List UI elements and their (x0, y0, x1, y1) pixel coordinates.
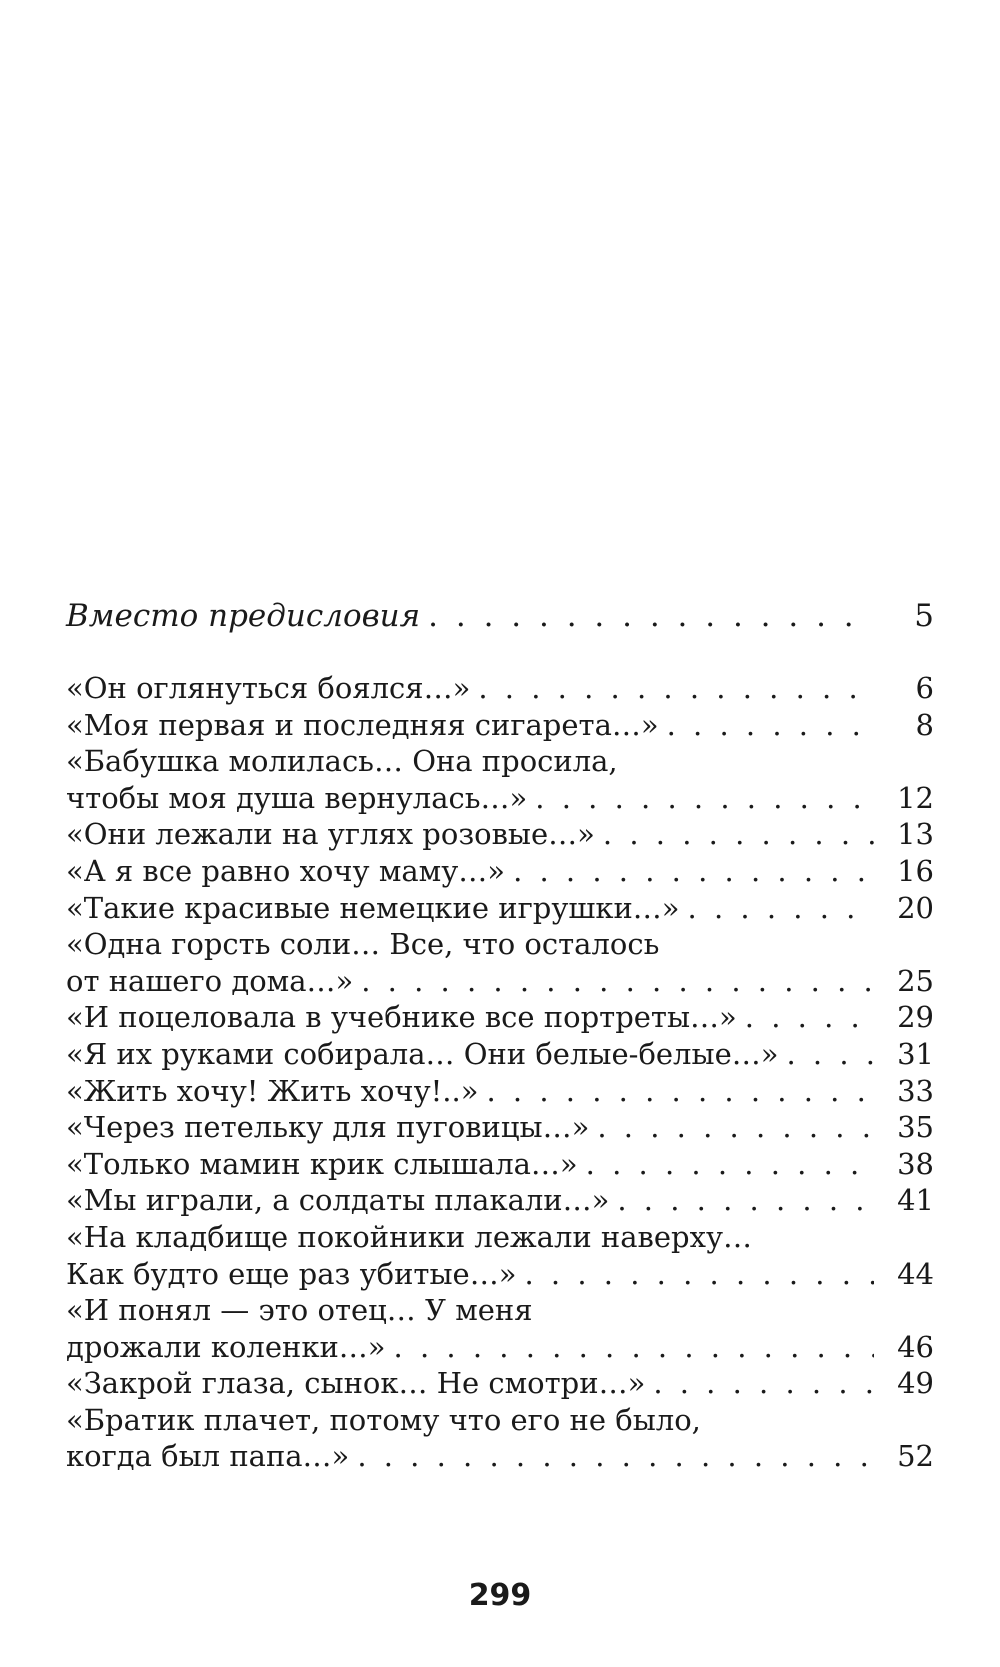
toc-entry (66, 890, 934, 927)
toc-entry (66, 1402, 934, 1475)
dot-leader (505, 853, 874, 890)
toc-entry (66, 1073, 934, 1110)
toc-entry-line (66, 780, 934, 817)
toc-entry-line (66, 707, 934, 744)
toc-entry-page-number: 52 (897, 1439, 934, 1474)
toc-entry-page-number: 46 (897, 1329, 934, 1364)
toc-entry-title: дрожали коленки…» (66, 1329, 386, 1364)
toc-entry-page-number: 12 (897, 780, 934, 815)
toc-entry-page-number: 6 (915, 671, 934, 705)
toc-entry (66, 743, 934, 816)
toc-entry-line (66, 1438, 934, 1475)
toc-entry-line (66, 816, 934, 853)
toc-entry-line (66, 1329, 934, 1366)
toc-entry (66, 1109, 934, 1146)
dot-leader (470, 670, 874, 707)
page-number-footer: 299 (468, 1578, 532, 1613)
toc-entry-first-line: «Одна горсть соли… Все, что осталось (66, 927, 660, 962)
toc-entry (66, 999, 934, 1036)
toc-entry-page-number: 33 (897, 1073, 934, 1108)
toc-entry-first-line: «Бабушка молилась… Она просила, (66, 744, 618, 779)
toc-entry-page-number: 16 (897, 853, 934, 888)
toc-entry-page-number: 35 (897, 1110, 934, 1145)
toc-entry-page-number: 31 (897, 1036, 934, 1071)
dot-leader (737, 999, 874, 1036)
toc-entry-line (66, 1365, 934, 1402)
toc-entry-page-number: 29 (897, 1000, 934, 1035)
dot-leader (589, 1109, 874, 1146)
toc-entry (66, 1146, 934, 1183)
toc-entry-first-line: «Братик плачет, потому что его не было, (66, 1402, 701, 1437)
dot-leader (595, 816, 874, 853)
dot-leader (478, 1073, 874, 1110)
toc-entry-line (66, 963, 934, 1000)
toc-entry-page-number: 13 (897, 817, 934, 852)
toc-entry-page-number: 41 (897, 1183, 934, 1218)
toc-entry (66, 816, 934, 853)
dot-leader (420, 598, 874, 634)
toc-entry-title: «А я все равно хочу маму…» (66, 853, 506, 888)
toc-entry-title: «Через петельку для пуговицы…» (66, 1110, 590, 1145)
toc-entry (66, 1292, 934, 1365)
toc-entry (66, 853, 934, 890)
toc-entry (66, 1036, 934, 1073)
toc-entry-line (66, 999, 934, 1036)
toc-entry-title: «Такие красивые немецкие игрушки…» (66, 890, 680, 925)
toc-intro-entry (66, 598, 934, 634)
toc-entry-page-number: 20 (897, 890, 934, 925)
toc-intro-page-number: 5 (914, 598, 934, 634)
toc-entry-title: «Моя первая и последняя сигарета…» (66, 707, 659, 742)
toc-entry-line (66, 1146, 934, 1183)
toc-entry (66, 670, 934, 707)
toc-entry-title: когда был папа…» (66, 1439, 350, 1474)
dot-leader (609, 1182, 874, 1219)
toc-entry-page-number: 38 (897, 1146, 934, 1181)
toc-entry-line (66, 1036, 934, 1073)
toc-entry-line (66, 890, 934, 927)
dot-leader (349, 1438, 874, 1475)
toc-entry-line (66, 670, 934, 707)
dot-leader (778, 1036, 874, 1073)
toc-entry-title: Как будто еще раз убитые…» (66, 1256, 517, 1291)
toc-entry (66, 1182, 934, 1219)
toc-entry-page-number: 8 (915, 707, 934, 742)
toc-entry-line (66, 1182, 934, 1219)
toc-entry-line (66, 1073, 934, 1110)
toc-entry-title: «Жить хочу! Жить хочу!..» (66, 1073, 479, 1108)
toc-entry-title: «Мы играли, а солдаты плакали…» (66, 1183, 610, 1218)
toc-entry-title: чтобы моя душа вернулась…» (66, 780, 528, 815)
toc-entry (66, 926, 934, 999)
toc-entry-line (66, 1256, 934, 1293)
dot-leader (516, 1256, 874, 1293)
toc-entry-line (66, 1109, 934, 1146)
toc-entry (66, 1219, 934, 1292)
toc-entry-title: от нашего дома…» (66, 963, 354, 998)
toc-entry-first-line: «На кладбище покойники лежали наверху… (66, 1219, 753, 1254)
table-of-contents (66, 598, 934, 1475)
toc-entry-title: «Закрой глаза, сынок… Не смотри…» (66, 1366, 646, 1401)
toc-entry-title: «И поцеловала в учебнике все портреты…» (66, 1000, 737, 1035)
toc-entry-title: «Они лежали на углях розовые…» (66, 817, 595, 852)
toc-entry-title: «Он оглянуться боялся…» (66, 671, 471, 705)
dot-leader (659, 707, 874, 744)
dot-leader (578, 1146, 874, 1183)
toc-entry-page-number: 25 (897, 963, 934, 998)
toc-entry-title: «Только мамин крик слышала…» (66, 1146, 578, 1181)
dot-leader (386, 1329, 874, 1366)
toc-entry-line (66, 853, 934, 890)
dot-leader (680, 890, 874, 927)
toc-entry-page-number: 44 (897, 1256, 934, 1291)
toc-entry-page-number: 49 (897, 1366, 934, 1401)
dot-leader (527, 780, 874, 817)
toc-entry-title: «Я их руками собирала… Они белые-белые…» (66, 1036, 779, 1071)
toc-entry-list (66, 670, 934, 1475)
toc-intro-title: Вместо предисловия (66, 598, 421, 634)
toc-entry (66, 1365, 934, 1402)
toc-entry-first-line: «И понял — это отец… У меня (66, 1293, 533, 1328)
dot-leader (353, 963, 874, 1000)
toc-entry (66, 707, 934, 744)
dot-leader (645, 1365, 874, 1402)
